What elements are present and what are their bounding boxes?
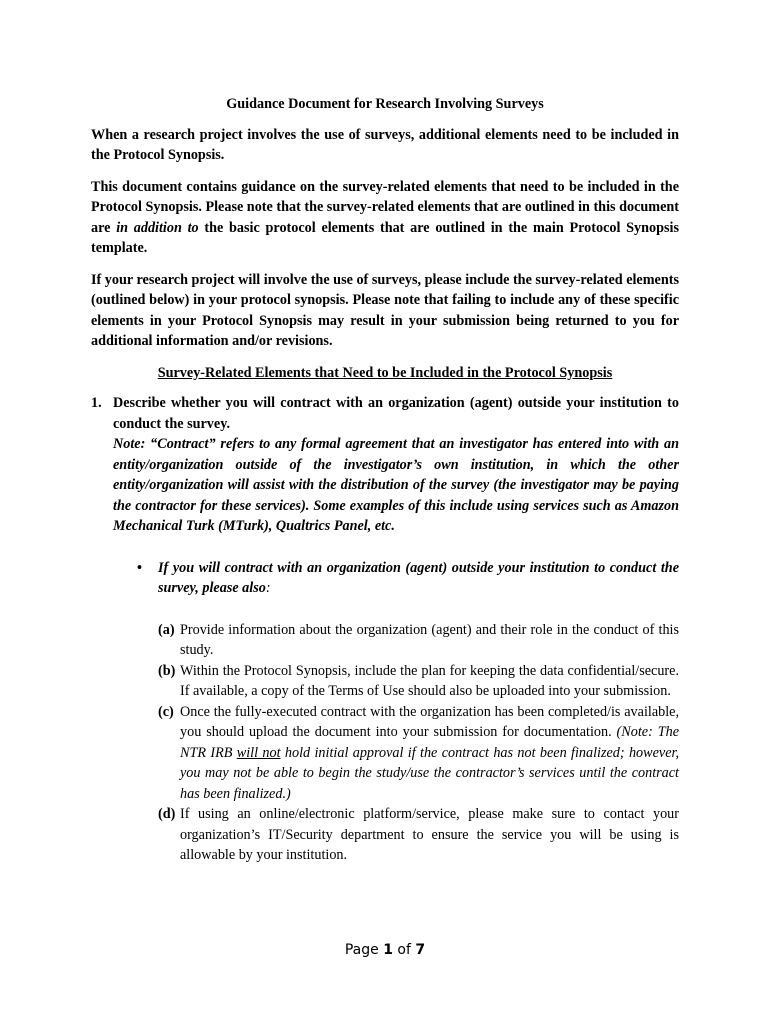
scope-paragraph-text-end: the basic protocol elements that are outlined in the main Protocol Synopsis template. [91,219,680,256]
scope-paragraph-text: This document contains guidance on the survey-related elements that need to be included in the Protocol Synopsis. Please note that the survey-related elements that are outlined in this document are [91,178,679,236]
footer-total-pages: 7 [415,942,426,958]
sub-item-note-end: hold initial approval if the contract has not been finalized; however, you may not be able to begin the study/use the contractor’s services until the contract has been finalized.) [180,744,679,802]
scope-paragraph-emphasis: in addition to [116,219,199,236]
list-item-text: Describe whether you will contract with an organization (agent) outside your institution to conduct the survey. [113,395,679,432]
bullet-item [113,558,679,599]
list-item-1 [91,393,679,866]
instructions-paragraph: If your research project will involve the use of surveys, please include the survey-related elements (outlined below) in your protocol synopsis. Please note that failing to include any of these specific elements in your Protocol Synopsis may result in your submission being returned to you for additional information and/or revisions. [91,271,679,349]
sub-item-b [158,661,679,702]
sub-item-a [158,620,679,661]
bullet-colon: : [265,580,271,596]
sub-item-text: Once the fully-executed contract with the organization has been completed/is available, you should upload the document into your submission for documentation. [180,703,679,740]
sub-item-text: Provide information about the organization (agent) and their role in the conduct of this study. [180,621,679,658]
scope-paragraph [91,177,679,259]
sub-item-note-underlined: will not [236,744,281,761]
sub-item-c [158,702,679,805]
sub-item-note-start: (Note: The NTR IRB [180,724,679,761]
list-item-number: 1. [91,395,102,411]
bullet-text: If you will contract with an organization (agent) outside your institution to conduct the survey, please also [158,559,679,596]
sub-item-letter: (a) [158,621,175,638]
footer-page-word: Page [344,942,379,958]
document-title: Guidance Document for Research Involving Surveys [226,96,544,112]
sub-list [113,620,679,866]
bullet-icon: • [137,559,142,576]
sub-item-text: If using an online/electronic platform/service, please make sure to contact your organization’s IT/Security department to ensure the service you will be using is allowable by your institution. [180,806,679,863]
sub-item-letter: (b) [158,662,176,679]
contract-note: Note: “Contract” refers to any formal agreement that an investigator has entered into with an entity/organization outside of the investigator’s own institution, in which the other entity/organization will assist with the distribution of the survey (the investigator may be paying the contractor for these services). Some examples of this include using services such as Amazon Mechanical Turk (MTurk), Qualtrics Panel, etc. [113,436,679,534]
footer-current-page: 1 [383,942,393,958]
document-body [91,94,679,866]
page-footer [0,942,770,958]
sub-item-letter: (d) [158,806,176,822]
footer-of-word: of [397,942,411,958]
intro-paragraph: When a research project involves the use of surveys, additional elements need to be included in the Protocol Synopsis. [91,126,679,163]
sub-item-text: Within the Protocol Synopsis, include the plan for keeping the data confidential/secure. If available, a copy of the Terms of Use should also be uploaded into your submission. [180,662,679,699]
sub-item-d [158,804,679,866]
sub-item-letter: (c) [158,703,174,720]
section-heading: Survey-Related Elements that Need to be Included in the Protocol Synopsis [157,364,613,381]
